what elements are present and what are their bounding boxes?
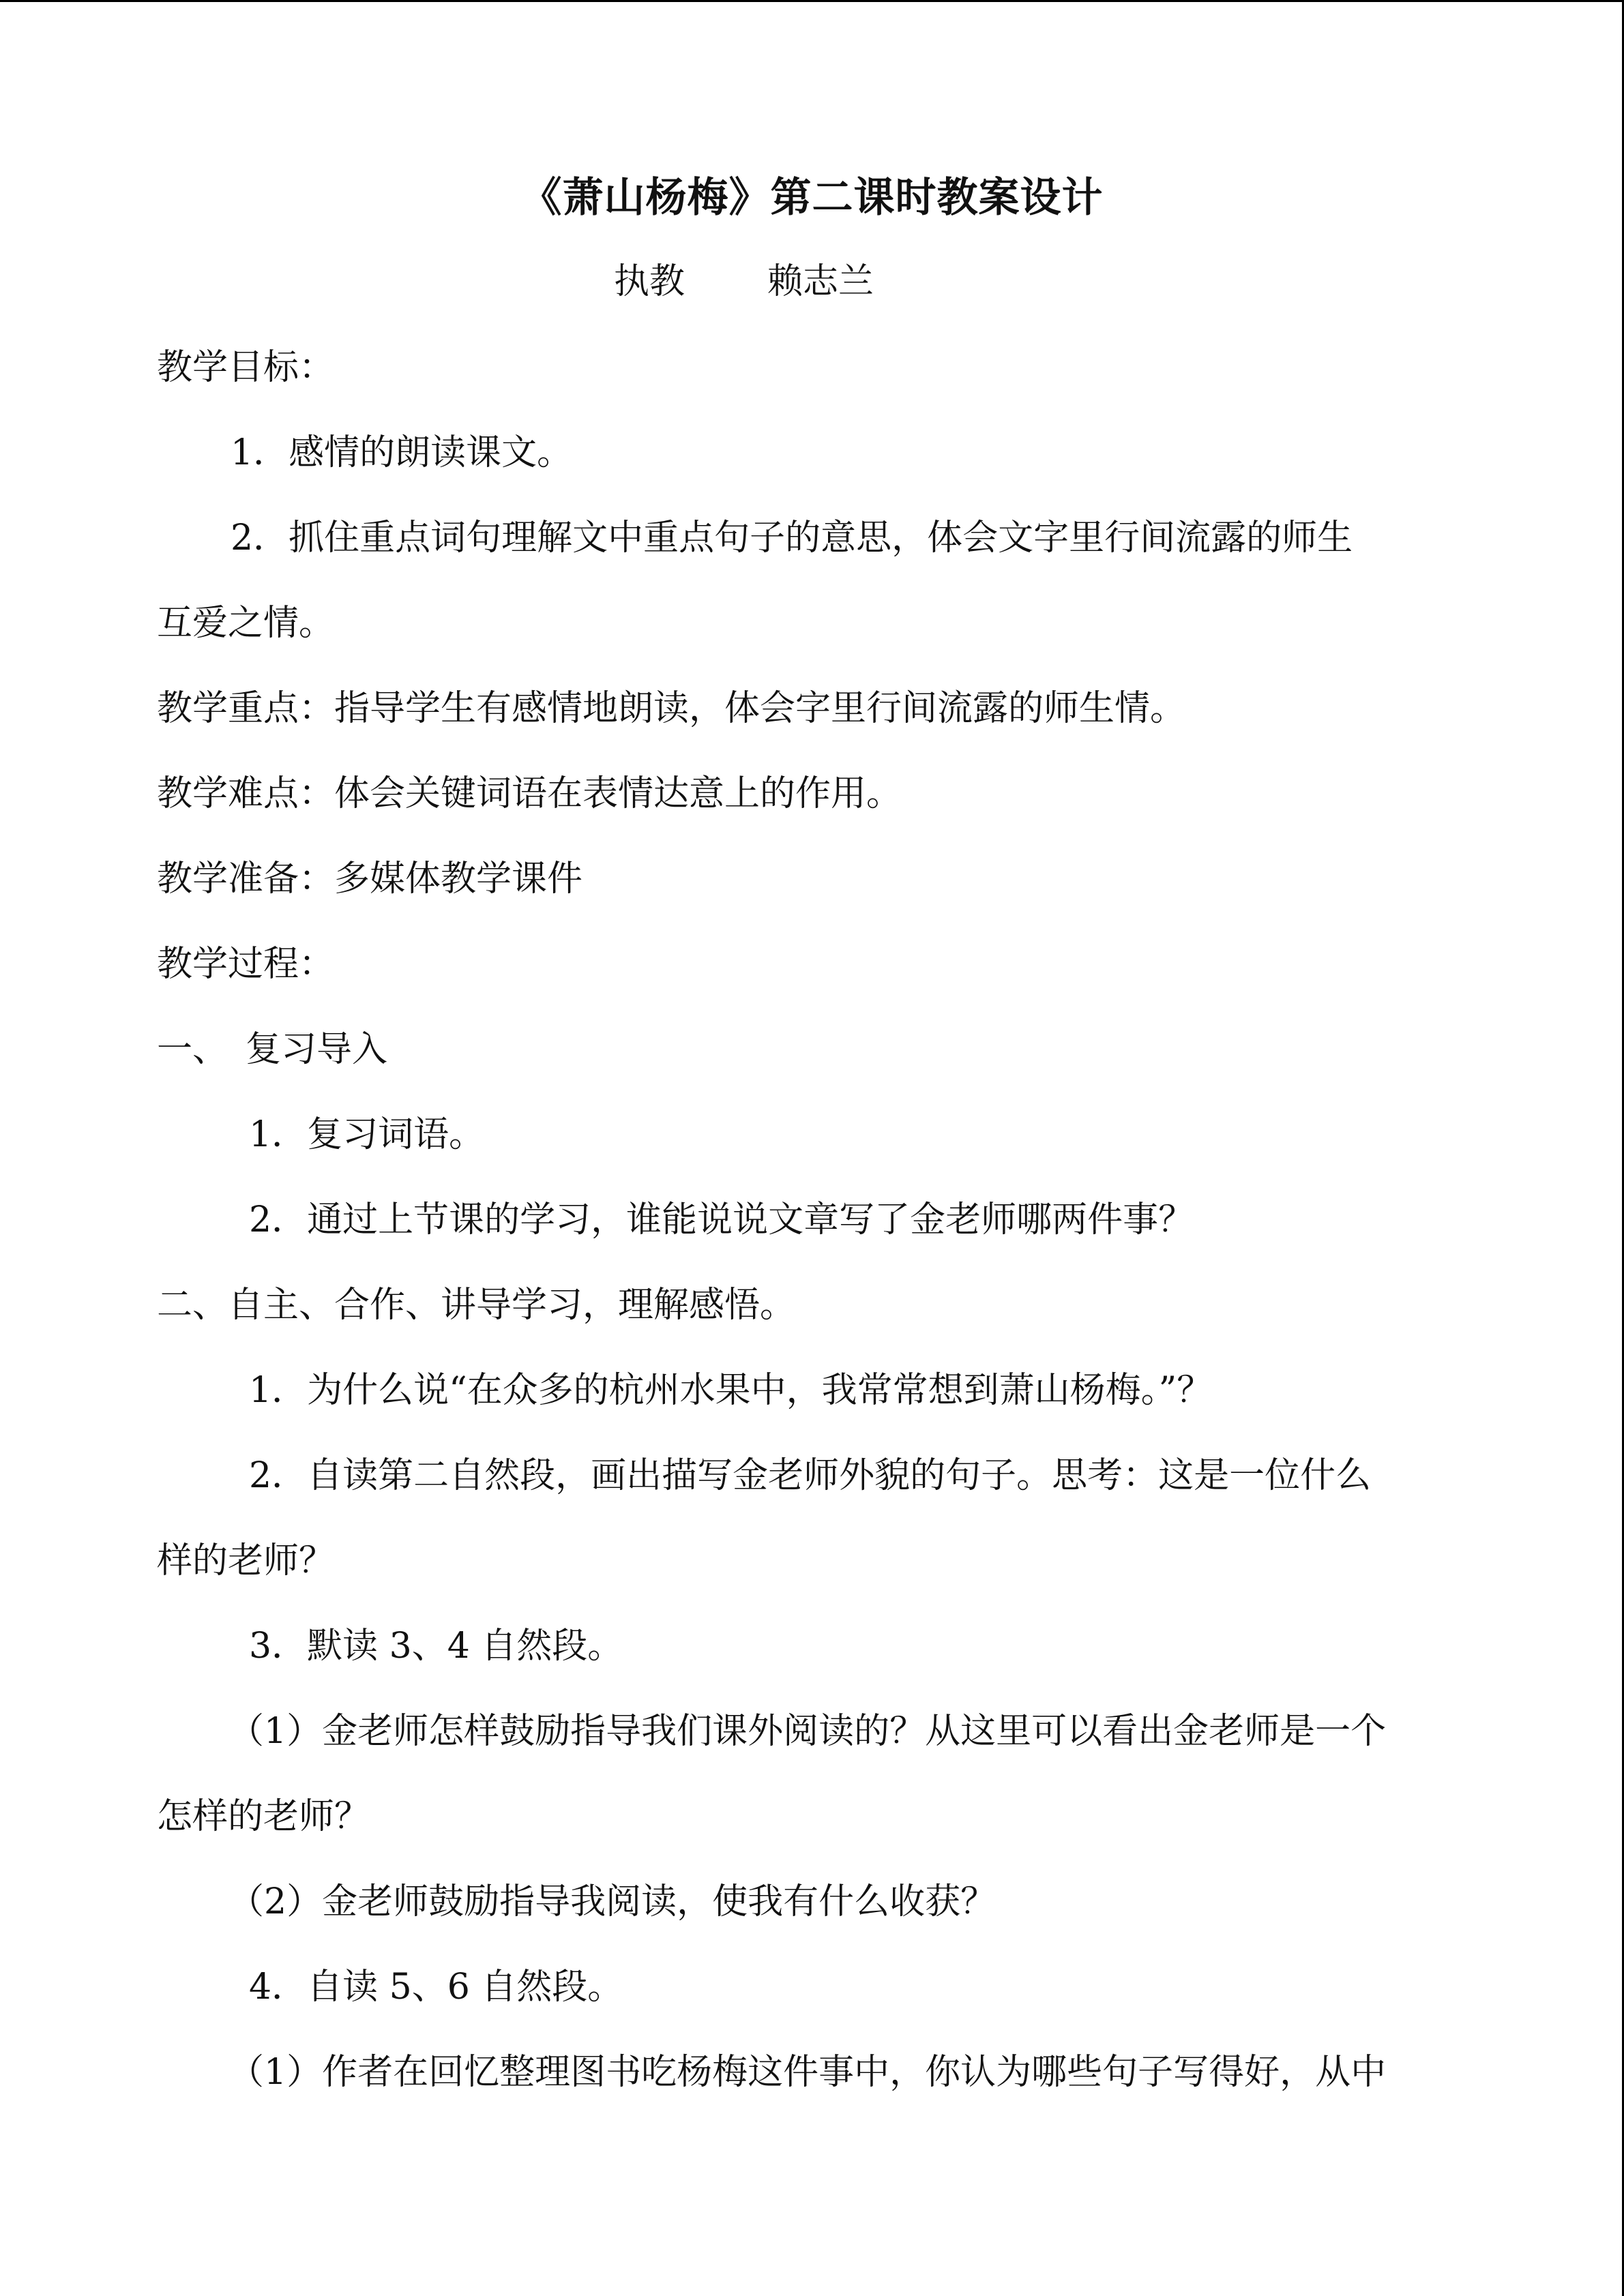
process-step-2-heading: 二、自主、合作、讲导学习，理解感悟。 xyxy=(157,1285,796,1326)
section-heading-process: 教学过程： xyxy=(157,944,335,985)
document-title: 《萧山杨梅》第二课时教案设计 xyxy=(520,174,1104,222)
teaching-focus: 教学重点：指导学生有感情地朗读，体会字里行间流露的师生情。 xyxy=(157,688,1186,729)
step-2-item-3: 3．默读 3、4 自然段。 xyxy=(249,1626,623,1667)
objective-item-2: 2．抓住重点词句理解文中重点句子的意思，体会文字里行间流露的师生 xyxy=(231,518,1353,558)
objective-item-2-continued: 互爱之情。 xyxy=(157,603,335,644)
step-2-item-3-sub-2: （2）金老师鼓励指导我阅读，使我有什么收获？ xyxy=(228,1881,996,1922)
teaching-preparation: 教学准备：多媒体教学课件 xyxy=(157,859,583,899)
step-2-item-3-sub-1: （1）金老师怎样鼓励指导我们课外阅读的？从这里可以看出金老师是一个 xyxy=(228,1711,1387,1752)
step-2-item-3-sub-1-continued: 怎样的老师？ xyxy=(157,1796,370,1837)
section-heading-objectives: 教学目标： xyxy=(157,347,335,388)
process-step-1-heading: 一、 复习导入 xyxy=(157,1029,388,1070)
author-name: 赖志兰 xyxy=(767,261,874,302)
step-2-item-2: 2．自读第二自然段，画出描写金老师外貌的句子。思考：这是一位什么 xyxy=(249,1455,1372,1496)
objective-item-1: 1．感情的朗读课文。 xyxy=(231,432,573,473)
step-2-item-4: 4．自读 5、6 自然段。 xyxy=(249,1967,623,2008)
step-2-item-2-continued: 样的老师？ xyxy=(157,1540,335,1581)
author-label: 执教 xyxy=(614,261,685,302)
step-1-item-1: 1．复习词语。 xyxy=(249,1114,485,1155)
top-border xyxy=(0,0,1624,2)
teaching-difficulty: 教学难点：体会关键词语在表情达意上的作用。 xyxy=(157,773,902,814)
step-1-item-2: 2．通过上节课的学习，谁能说说文章写了金老师哪两件事？ xyxy=(249,1199,1194,1240)
author-line xyxy=(614,251,874,312)
step-2-item-1: 1．为什么说“在众多的杭州水果中，我常常想到萧山杨梅。”？ xyxy=(249,1370,1213,1411)
step-2-item-4-sub-1: （1）作者在回忆整理图书吃杨梅这件事中，你认为哪些句子写得好，从中 xyxy=(228,2052,1387,2093)
